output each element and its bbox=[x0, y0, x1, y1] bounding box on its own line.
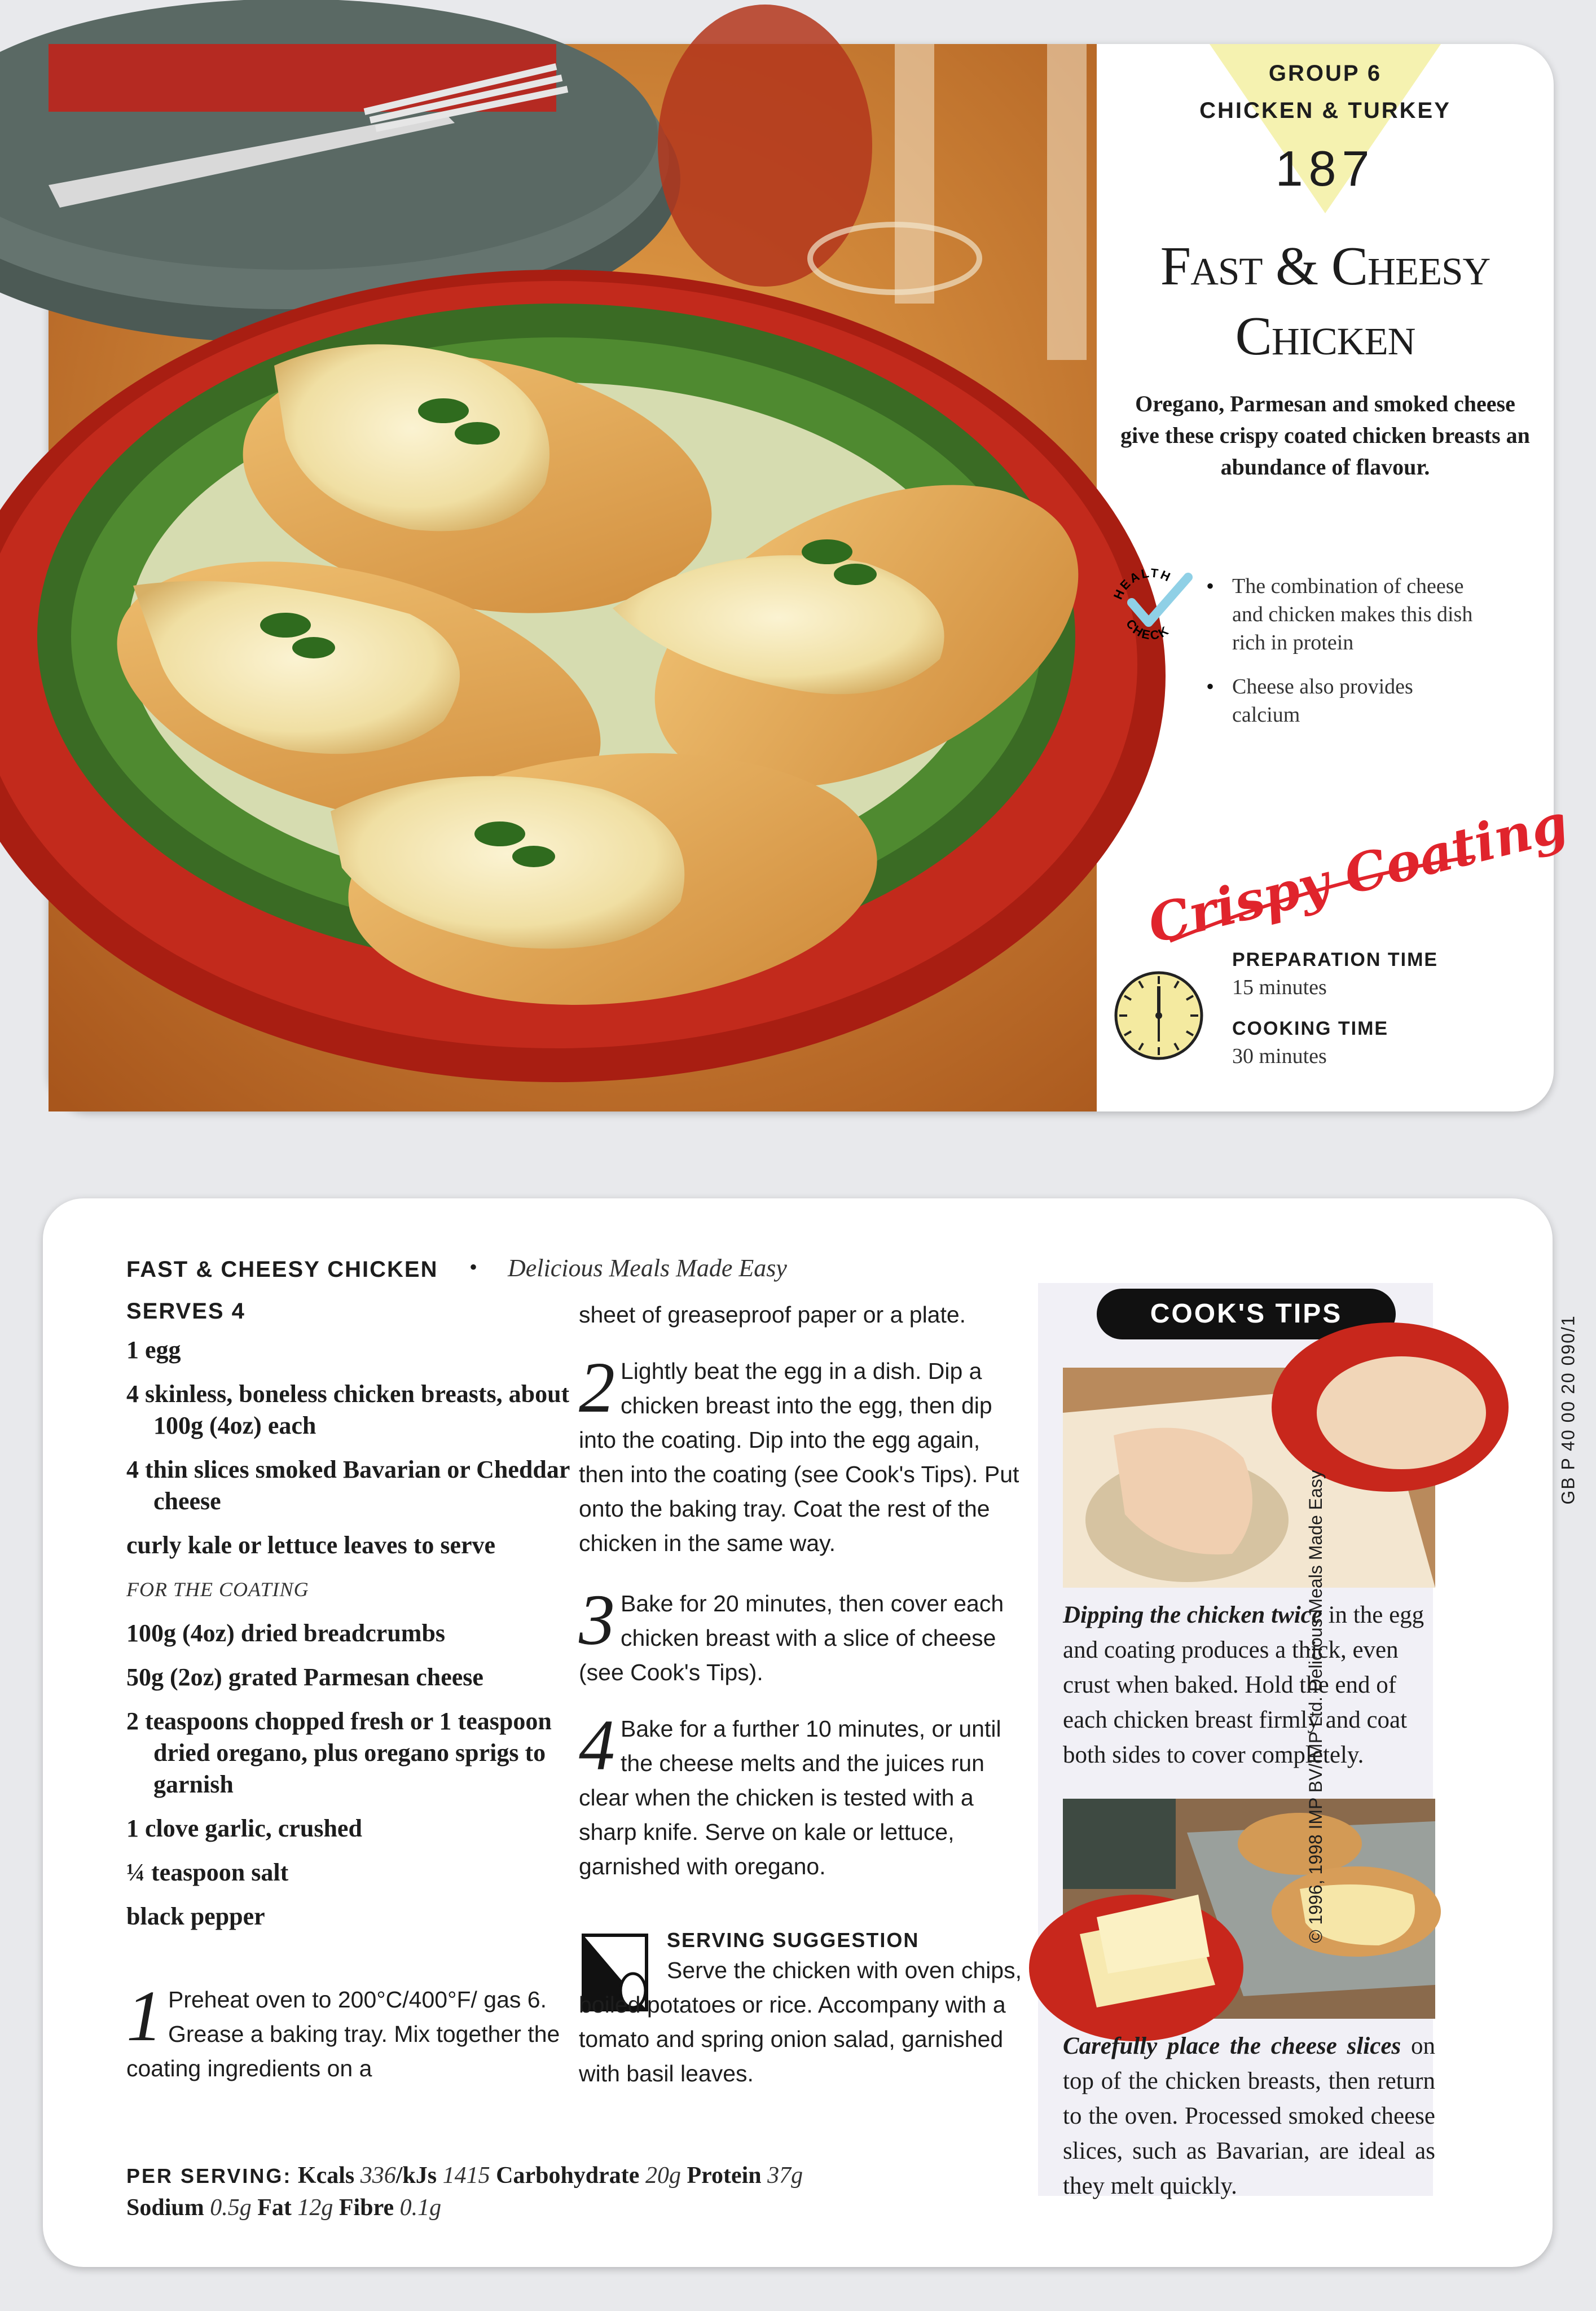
step-number: 4 bbox=[579, 1705, 615, 1785]
protein-label: Protein bbox=[687, 2163, 762, 2189]
serving-suggestion-text: Serve the chicken with oven chips, boiled potatoes or rice. Accompany with a tomato and spring onion salad, garnished with basil leaves. bbox=[579, 1957, 1022, 2086]
step-number: 3 bbox=[579, 1580, 615, 1660]
series-name: Delicious Meals Made Easy bbox=[508, 1254, 787, 1282]
svg-text:CHECK: CHECK bbox=[1123, 617, 1172, 643]
recipe-intro: Oregano, Parmesan and smoked cheese give these crispy coated chicken breasts an abundance of flavour. bbox=[1120, 391, 1530, 480]
carbohydrate-label: Carbohydrate bbox=[496, 2163, 640, 2189]
tip-cheese-body: on top of the chicken breasts, then return to the oven. Processed smoked cheese slices, such as Bavarian, are ideal as they melt quickly. bbox=[1063, 2033, 1435, 2199]
step-text: Lightly beat the egg in a dish. Dip a chicken breast into the egg, then dip into the coating. Dip into the egg again, then into the coating (see Cook's Tips). Put onto the baking tray. Coat the rest of the chicken in the same way. bbox=[579, 1358, 1019, 1556]
title-separator: • bbox=[469, 1254, 478, 1280]
preparation-time-label: PREPARATION TIME bbox=[1232, 949, 1439, 970]
fibre-value: 0.1g bbox=[399, 2195, 442, 2221]
back-title: FAST & CHEESY CHICKEN bbox=[126, 1257, 438, 1282]
card-code: GB P 40 00 20 090/1 bbox=[1558, 1315, 1579, 1505]
method-step-1 bbox=[126, 1976, 572, 2086]
tip-cheese-emphasis: Carefully place the cheese slices bbox=[1063, 2033, 1401, 2059]
carbohydrate-value: 20g bbox=[645, 2163, 681, 2189]
fat-value: 12g bbox=[297, 2195, 333, 2221]
ingredient-item: ¼ teaspoon salt bbox=[126, 1859, 289, 1886]
ingredient-list bbox=[126, 1334, 595, 1932]
front-info-panel bbox=[1097, 44, 1574, 1111]
step-number: 2 bbox=[579, 1347, 615, 1427]
clock-icon bbox=[1113, 969, 1205, 1062]
fat-label: Fat bbox=[257, 2195, 292, 2221]
ingredient-item: 50g (2oz) grated Parmesan cheese bbox=[126, 1663, 483, 1691]
ingredient-item: black pepper bbox=[126, 1903, 265, 1930]
sodium-value: 0.5g bbox=[210, 2195, 252, 2221]
kj-label: /kJs bbox=[395, 2163, 437, 2189]
ingredient-item: 1 egg bbox=[126, 1336, 181, 1364]
method-step-1-continued: sheet of greaseproof paper or a plate. bbox=[579, 1302, 966, 1328]
health-check-icon bbox=[1109, 563, 1194, 648]
step-number: 1 bbox=[126, 1976, 162, 2056]
crispy-coating-logo bbox=[1136, 789, 1574, 955]
protein-value: 37g bbox=[767, 2163, 803, 2189]
card-number: 187 bbox=[1275, 140, 1375, 196]
method-step-3 bbox=[579, 1580, 1025, 1690]
fibre-label: Fibre bbox=[338, 2195, 394, 2221]
kcals-value: 336 bbox=[360, 2163, 396, 2189]
recipe-title-line1: Fast & Cheesy bbox=[1160, 236, 1491, 297]
tip-dipping-photo bbox=[1063, 1368, 1435, 1588]
sodium-label: Sodium bbox=[126, 2195, 204, 2221]
recipe-card-front bbox=[49, 44, 1574, 1111]
cooking-time-value: 30 minutes bbox=[1232, 1044, 1327, 1068]
ingredient-item: curly kale or lettuce leaves to serve bbox=[126, 1531, 496, 1559]
tip-cheese-text bbox=[1063, 2029, 1435, 2204]
step-text: Bake for 20 minutes, then cover each chicken breast with a slice of cheese (see Cook's Tips). bbox=[579, 1591, 1004, 1685]
nutrition-info bbox=[126, 2160, 1040, 2224]
kcals-label: Kcals bbox=[297, 2163, 355, 2189]
tip-cheese-photo bbox=[1063, 1799, 1435, 2019]
tip-dipping-body: in the egg and coating produces a thick, even crust when baked. Hold the end of each chicken breast firmly and coat both sides to cover completely. bbox=[1063, 1602, 1424, 1768]
method-step-4 bbox=[579, 1705, 1025, 1884]
ingredient-item: 100g (4oz) dried breadcrumbs bbox=[126, 1619, 446, 1647]
step-text: Bake for a further 10 minutes, or until the cheese melts and the juices run clear when the chicken is tested with a sharp knife. Serve on kale or lettuce, garnished with oregano. bbox=[579, 1716, 1001, 1879]
health-point: • The combination of cheese and chicken makes this dish rich in protein bbox=[1232, 572, 1480, 657]
tip-dipping-text bbox=[1063, 1598, 1435, 1773]
nutrition-header: PER SERVING: bbox=[126, 2164, 292, 2187]
group-label: GROUP 6 bbox=[1268, 61, 1382, 86]
recipe-title bbox=[1097, 231, 1554, 371]
coating-subheading: FOR THE COATING bbox=[126, 1578, 309, 1601]
health-points-list bbox=[1232, 572, 1480, 745]
serving-suggestion-label: SERVING SUGGESTION bbox=[667, 1928, 920, 1952]
ingredient-item: 4 skinless, boneless chicken breasts, about 100g (4oz) each bbox=[126, 1380, 570, 1439]
tip-dipping-emphasis: Dipping the chicken twice bbox=[1063, 1602, 1322, 1628]
health-point: • Cheese also provides calcium bbox=[1232, 673, 1480, 729]
category-label: CHICKEN & TURKEY bbox=[1199, 98, 1451, 123]
cooks-tips-header: COOK'S TIPS bbox=[1097, 1289, 1396, 1339]
ingredient-item: 1 clove garlic, crushed bbox=[126, 1814, 362, 1842]
cooking-time-label: COOKING TIME bbox=[1232, 1018, 1389, 1039]
method-step-2 bbox=[579, 1347, 1025, 1561]
dish-photo bbox=[49, 44, 1097, 1111]
ingredients-section bbox=[126, 1299, 595, 1945]
recipe-card-back bbox=[43, 1198, 1579, 2267]
ingredient-item: 4 thin slices smoked Bavarian or Cheddar cheese bbox=[126, 1456, 570, 1515]
copyright-notice: © 1996, 1998 IMP BV/IMP Ltd. Delicious Meals Made Easy bbox=[1305, 1470, 1326, 1943]
preparation-time-value: 15 minutes bbox=[1232, 976, 1327, 999]
serves-label: SERVES 4 bbox=[126, 1299, 245, 1324]
svg-text:Crispy Coating: Crispy Coating bbox=[1142, 792, 1574, 955]
recipe-title-line2: Chicken bbox=[1235, 306, 1415, 367]
svg-text:HEALTH: HEALTH bbox=[1110, 565, 1174, 602]
step-text: Preheat oven to 200°C/400°F/ gas 6. Grease a baking tray. Mix together the coating ingredients on a bbox=[126, 1987, 560, 2081]
kj-value: 1415 bbox=[442, 2163, 490, 2189]
ingredient-item: 2 teaspoons chopped fresh or 1 teaspoon dried oregano, plus oregano sprigs to garnish bbox=[126, 1707, 552, 1798]
